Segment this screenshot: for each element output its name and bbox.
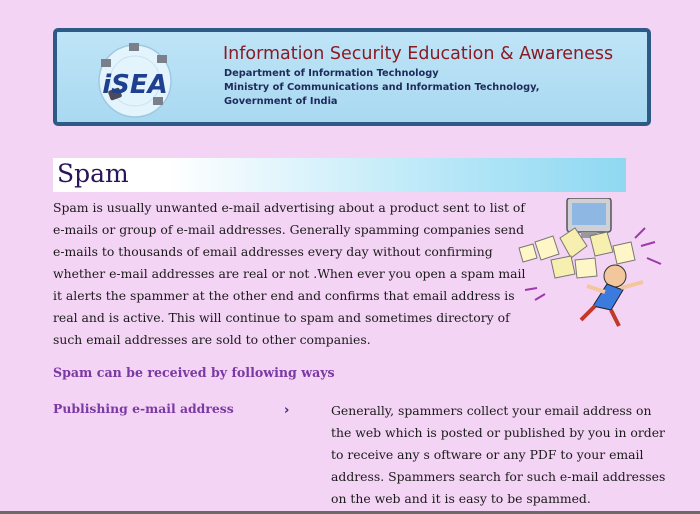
arrow-bullet-icon: › (284, 403, 290, 418)
item-description-line: on the web and it is easy to be spammed. (331, 491, 591, 506)
page-title: Spam (57, 159, 129, 188)
header-banner (53, 28, 651, 126)
section-heading-bar (53, 158, 626, 192)
isea-logo (95, 41, 175, 119)
ways-subheading: Spam can be received by following ways (53, 365, 335, 380)
item-label-publishing: Publishing e-mail address (53, 401, 234, 416)
intro-line: e-mails or group of e-mail addresses. Generally spamming companies send (53, 222, 525, 237)
org-government: Government of India (224, 96, 338, 107)
logo-text: iSEA (102, 70, 168, 100)
org-title: Information Security Education & Awareness (223, 44, 614, 64)
item-description-line: address. Spammers search for such e-mail addresses (331, 469, 666, 484)
item-description-line: to receive any s oftware or any PDF to your email (331, 447, 644, 462)
item-description-line: Generally, spammers collect your email address on (331, 403, 652, 418)
intro-line: it alerts the spammer at the other end and confirms that email address is (53, 288, 515, 303)
org-ministry: Ministry of Communications and Information Technology, (224, 82, 540, 93)
item-description-line: the web which is posted or published by you in order (331, 425, 665, 440)
intro-line: Spam is usually unwanted e-mail advertising about a product sent to list of (53, 200, 525, 215)
item-description-publishing (331, 400, 666, 510)
intro-line: such email addresses are sold to other companies. (53, 332, 371, 347)
intro-paragraph (53, 197, 526, 351)
intro-line: e-mails to thousands of email addresses every day without confirming (53, 244, 493, 259)
intro-line: whether e-mail addresses are real or not .When ever you open a spam mail (53, 266, 526, 281)
spam-overload-illustration (515, 198, 665, 328)
intro-line: real and is active. This will continue to spam and sometimes directory of (53, 310, 510, 325)
org-department: Department of Information Technology (224, 68, 439, 79)
